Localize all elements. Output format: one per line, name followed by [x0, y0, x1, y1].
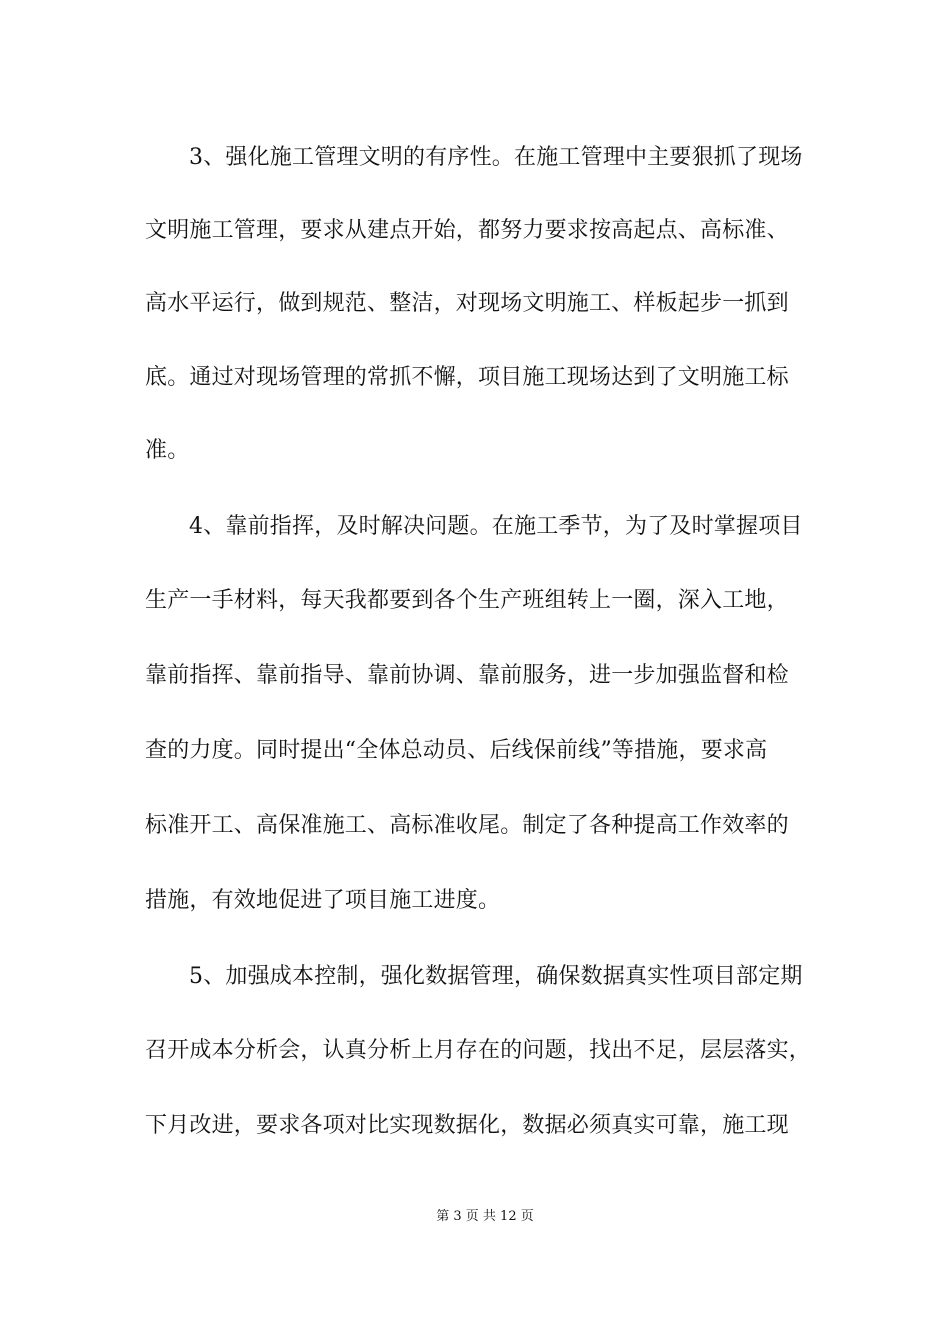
paragraph-line: 4、靠前指挥，及时解决问题。在施工季节，为了及时掌握项目	[189, 514, 803, 539]
paragraph-line: 标准开工、高保准施工、高标准收尾。制定了各种提高工作效率的	[145, 813, 789, 838]
paragraph-line: 查的力度。同时提出“全体总动员、后线保前线”等措施，要求高	[145, 738, 768, 763]
paragraph-line: 高水平运行，做到规范、整洁，对现场文明施工、样板起步一抓到	[145, 291, 789, 316]
paragraph-line: 生产一手材料，每天我都要到各个生产班组转上一圈，深入工地，	[145, 588, 789, 613]
paragraph-line: 召开成本分析会，认真分析上月存在的问题，找出不足，层层落实，	[145, 1038, 812, 1063]
paragraph-line: 3、强化施工管理文明的有序性。在施工管理中主要狠抓了现场	[189, 145, 803, 170]
paragraph-line: 5、加强成本控制，强化数据管理，确保数据真实性项目部定期	[189, 964, 803, 989]
paragraph-line: 准。	[145, 438, 190, 463]
paragraph-line: 下月改进，要求各项对比实现数据化，数据必须真实可靠，施工现	[145, 1113, 789, 1138]
paragraph-line: 措施，有效地促进了项目施工进度。	[145, 888, 501, 913]
paragraph-line: 靠前指挥、靠前指导、靠前协调、靠前服务，进一步加强监督和检	[145, 663, 789, 688]
paragraph-line: 底。通过对现场管理的常抓不懈，项目施工现场达到了文明施工标	[145, 365, 789, 390]
page-number: 第 3 页 共 12 页	[436, 1209, 534, 1224]
paragraph-line: 文明施工管理，要求从建点开始，都努力要求按高起点、高标准、	[145, 218, 789, 243]
